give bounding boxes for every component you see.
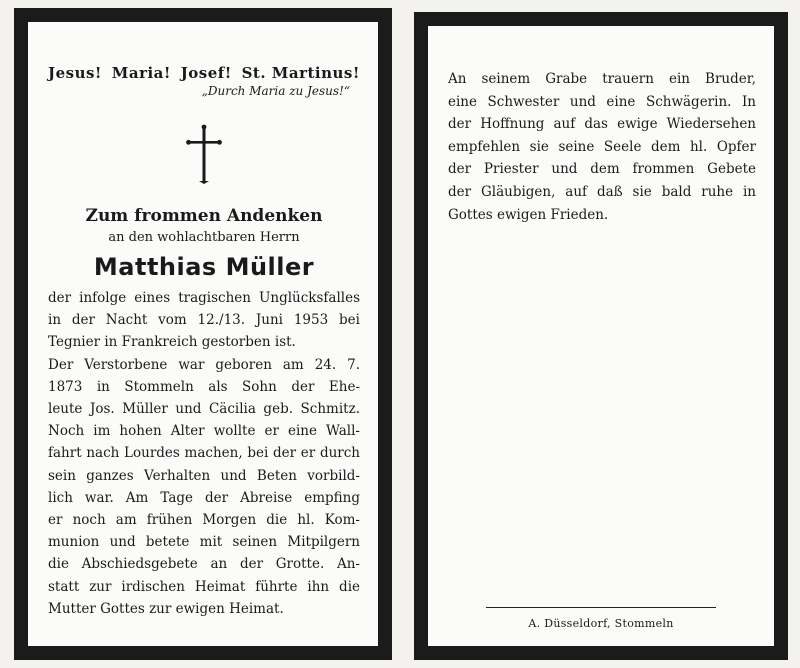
- body-line: fahrt nach Lourdes machen, bei der er durch: [48, 445, 360, 462]
- invocation-josef: Josef!: [180, 64, 232, 82]
- body-line: statt zur irdischen Heimat führte ihn die: [48, 578, 360, 595]
- invocation-st-martinus: St. Martinus!: [241, 64, 360, 82]
- left-card: [14, 8, 392, 660]
- body-line: der Gläubigen, auf daß sie bald ruhe in: [448, 183, 756, 200]
- body-line: Noch im hohen Alter wollte er eine Wall-: [48, 423, 360, 440]
- latin-cross-icon: [184, 124, 224, 184]
- invocation-jesus: Jesus!: [48, 64, 103, 82]
- printer-imprint: A. Düsseldorf, Stommeln: [528, 617, 674, 630]
- left-body-text: [48, 287, 360, 620]
- invocation-line: [48, 64, 360, 82]
- body-line: Tegnier in Frankreich gestorben ist.: [48, 334, 296, 351]
- body-line: der Priester und dem frommen Gebete: [448, 161, 756, 178]
- left-card-inner: [28, 22, 378, 646]
- body-line: er noch am frühen Morgen die hl. Kom-: [48, 512, 360, 529]
- body-line: 1873 in Stommeln als Sohn der Ehe-: [48, 378, 360, 395]
- body-line: Gottes ewigen Frieden.: [448, 206, 609, 223]
- subheading: an den wohlachtbaren Herrn: [108, 230, 300, 245]
- body-line: An seinem Grabe trauern ein Bruder,: [448, 71, 756, 87]
- right-card: [414, 12, 788, 660]
- body-line: leute Jos. Müller und Cäcilia geb. Schmitz.: [48, 401, 360, 418]
- body-line: in der Nacht vom 12./13. Juni 1953 bei: [48, 312, 360, 329]
- body-line: sein ganzes Verhalten und Beten vorbild-: [48, 467, 360, 484]
- printer-divider: [486, 607, 716, 608]
- invocation-maria: Maria!: [111, 64, 171, 82]
- right-body-text: [448, 68, 756, 226]
- body-line: Mutter Gottes zur ewigen Heimat.: [48, 600, 284, 617]
- body-line: Der Verstorbene war geboren am 24. 7.: [48, 356, 360, 373]
- body-line: eine Schwester und eine Schwägerin. In: [448, 93, 756, 110]
- body-line: empfehlen sie seine Seele dem hl. Opfer: [448, 138, 756, 155]
- body-line: der infolge eines tragischen Unglücksfalles: [48, 290, 360, 306]
- right-card-inner: [428, 26, 774, 646]
- body-line: die Abschiedsgebete an der Grotte. An-: [48, 556, 360, 573]
- body-line: munion und betete mit seinen Mitpilgern: [48, 534, 360, 551]
- body-line: der Hoffnung auf das ewige Wiedersehen: [448, 116, 756, 133]
- motto: „Durch Maria zu Jesus!“: [201, 84, 350, 98]
- deceased-name: Matthias Müller: [93, 253, 315, 281]
- body-line: lich war. Am Tage der Abreise empfing: [48, 489, 360, 506]
- heading: Zum frommen Andenken: [85, 206, 323, 226]
